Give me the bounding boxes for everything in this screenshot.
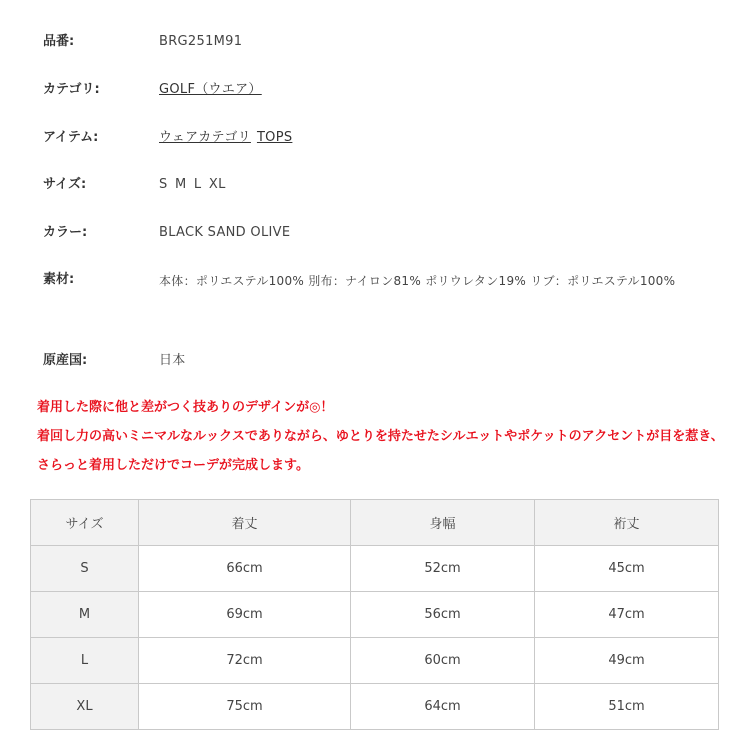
sleeve-cell: 47cm	[535, 592, 719, 638]
spec-label: 素材:	[43, 272, 75, 287]
spec-value: S M L XL	[159, 177, 226, 192]
category-link[interactable]: GOLF（ウエア）	[159, 82, 262, 97]
table-row	[31, 638, 719, 684]
spec-value	[159, 75, 719, 105]
width-cell: 52cm	[351, 546, 535, 592]
spec-value: 日本	[159, 353, 186, 368]
tops-link[interactable]: TOPS	[256, 130, 293, 145]
spec-label: サイズ:	[43, 177, 87, 192]
promo-headline: 着用した際に他と差がつく技ありのデザインが◎！	[37, 400, 334, 415]
spec-label: カテゴリ:	[43, 82, 100, 97]
size-table	[30, 499, 719, 730]
sleeve-cell: 49cm	[535, 638, 719, 684]
length-cell: 75cm	[139, 684, 351, 730]
table-row	[31, 592, 719, 638]
sleeve-cell: 45cm	[535, 546, 719, 592]
sleeve-cell: 51cm	[535, 684, 719, 730]
spec-value	[159, 123, 719, 153]
spec-value: 本体：ポリエステル100% 別布：ナイロン81% ポリウレタン19% リブ：ポリエステル100%	[159, 274, 676, 288]
length-cell: 69cm	[139, 592, 351, 638]
width-cell: 64cm	[351, 684, 535, 730]
size-cell: S	[31, 546, 139, 592]
promo-description: 着回し力の高いミニマルなルックスでありながら、ゆとりを持たせたシルエットやポケットのアクセントが目を惹き、さらっと着用しただけでコーデが完成します。	[37, 429, 724, 473]
table-row	[31, 684, 719, 730]
header-sleeve: 裄丈	[535, 500, 719, 546]
spec-label: カラー:	[43, 225, 88, 240]
spec-label: アイテム:	[43, 130, 99, 145]
header-width: 身幅	[351, 500, 535, 546]
table-row	[31, 546, 719, 592]
spec-label: 品番:	[43, 34, 75, 49]
header-size: サイズ	[31, 500, 139, 546]
table-header-row	[31, 500, 719, 546]
spec-value: BRG251M91	[159, 34, 243, 49]
width-cell: 56cm	[351, 592, 535, 638]
size-cell: L	[31, 638, 139, 684]
spec-value: BLACK SAND OLIVE	[159, 225, 291, 240]
length-cell: 66cm	[139, 546, 351, 592]
header-length: 着丈	[139, 500, 351, 546]
length-cell: 72cm	[139, 638, 351, 684]
wear-category-link[interactable]: ウェアカテゴリ	[159, 130, 251, 145]
spec-label: 原産国:	[43, 353, 88, 368]
width-cell: 60cm	[351, 638, 535, 684]
size-cell: XL	[31, 684, 139, 730]
size-cell: M	[31, 592, 139, 638]
